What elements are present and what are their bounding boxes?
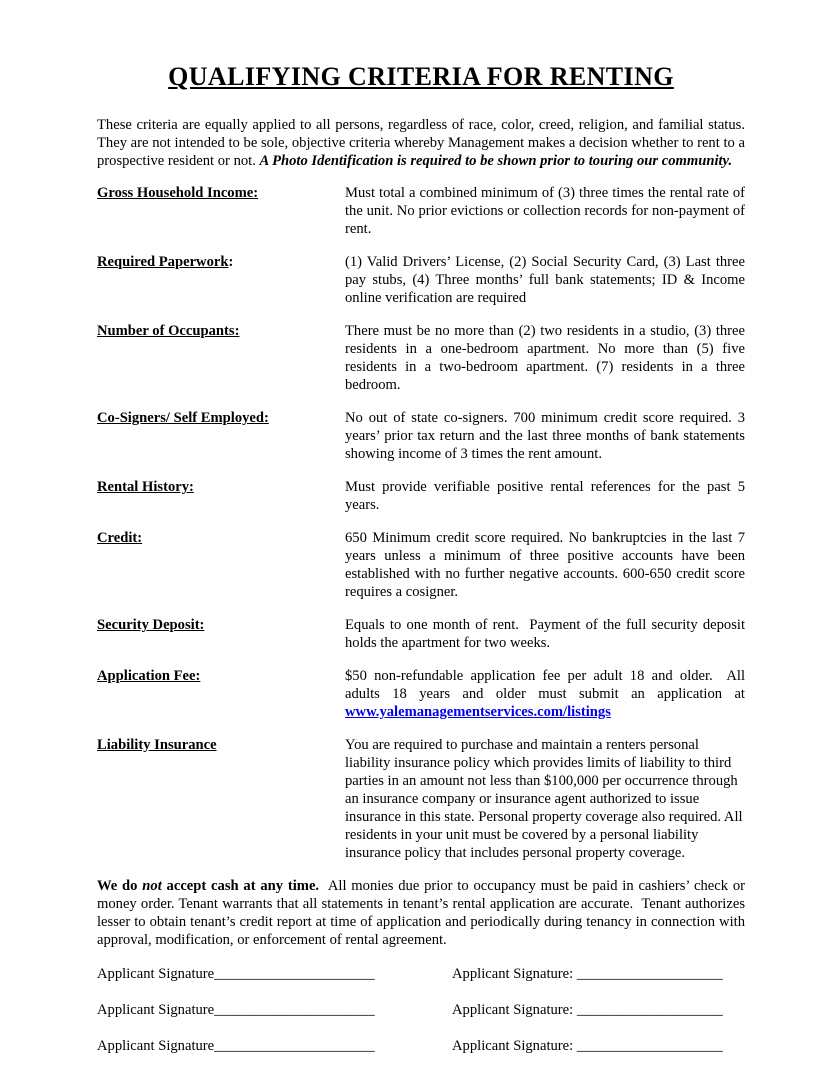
criteria-label: Liability Insurance (97, 737, 217, 753)
criteria-body: (1) Valid Drivers’ License, (2) Social Security Card, (3) Last three pay stubs, (4) Three months’ full bank statements; ID & Income online verification are required (345, 254, 745, 306)
signature-line: ______________________ (214, 1002, 375, 1018)
criteria-label: Number of Occupants: (97, 323, 240, 339)
criteria-body: You are required to purchase and maintain a renters personal liability insurance policy which provides limits of liability to third parties in an amount not less than $100,000 per occurrence through an insurance company or insurance agent authorized to issue insurance in this state. Personal property coverage also required. All residents in your unit must be covered by a personal liability insurance policy that includes personal property coverage. (345, 737, 743, 861)
no-cash-bold-tail: accept cash at any time. (161, 878, 320, 894)
signature-line: ____________________ (576, 1002, 723, 1018)
signature-row (97, 965, 745, 983)
signature-line: ______________________ (214, 966, 375, 982)
criteria-label: Security Deposit: (97, 617, 205, 633)
signature-block (97, 965, 745, 1055)
criteria-label: Gross Household Income: (97, 185, 259, 201)
section-gross-household-income (97, 184, 745, 238)
applicant-signature-right: Applicant Signature: ____________________ (452, 1002, 723, 1018)
no-cash-rest: All monies due prior to occupancy must be paid in cashiers’ check or money order. Tenant warrants that all statements in tenant’s rental application are accurate. Tenant authorizes lesser to obtain tenant’s credit report at time of application and periodically during tenancy in connection with approval, modification, or enforcement of rental agreement. (97, 878, 745, 948)
listings-link[interactable]: www.yalemanagementservices.com/listings (345, 704, 611, 720)
criteria-label: Required Paperwork: (97, 254, 234, 270)
section-security-deposit (97, 616, 745, 652)
section-required-paperwork (97, 253, 745, 307)
criteria-body: No out of state co-signers. 700 minimum credit score required. 3 years’ prior tax return and the last three months of bank statements showing income of 3 times the rent amount. (345, 410, 745, 462)
criteria-body: Must total a combined minimum of (3) three times the rental rate of the unit. No prior evictions or collection records for non-payment of rent. (345, 185, 745, 237)
criteria-label: Rental History: (97, 479, 194, 495)
signature-row (97, 1037, 745, 1055)
signature-row (97, 1001, 745, 1019)
application-fee-text: $50 non-refundable application fee per adult 18 and older. All adults 18 years and older must submit an application at (345, 668, 745, 702)
signature-line: ______________________ (214, 1038, 375, 1054)
applicant-signature-left: Applicant Signature______________________ (97, 966, 375, 982)
criteria-body: Must provide verifiable positive rental references for the past 5 years. (345, 479, 745, 513)
applicant-signature-left: Applicant Signature______________________ (97, 1002, 375, 1018)
criteria-label: Credit: (97, 530, 143, 546)
criteria-body: Equals to one month of rent. Payment of the full security deposit holds the apartment for two weeks. (345, 617, 745, 651)
applicant-signature-right: Applicant Signature: ____________________ (452, 1038, 723, 1054)
signature-line: ____________________ (576, 1038, 723, 1054)
section-rental-history (97, 478, 745, 514)
criteria-body (345, 667, 745, 721)
section-number-of-occupants (97, 322, 745, 394)
intro-photo-id-notice: A Photo Identification is required to be shown prior to touring our community. (259, 153, 733, 169)
no-cash-bold-italic: not (142, 878, 162, 894)
intro-text: These criteria are equally applied to all persons, regardless of race, color, creed, religion, and familial status. They are not intended to be sole, objective criteria whereby Management makes a decision whether to rent to a prospective resident or not. (97, 117, 745, 169)
criteria-body: 650 Minimum credit score required. No bankruptcies in the last 7 years unless a minimum of three positive accounts have been established with no further negative accounts. 600-650 credit score requires a cosigner. (345, 530, 745, 600)
section-credit (97, 529, 745, 601)
applicant-signature-right: Applicant Signature: ____________________ (452, 966, 723, 982)
applicant-signature-left: Applicant Signature______________________ (97, 1038, 375, 1054)
intro-paragraph (97, 116, 745, 170)
signature-line: ____________________ (576, 966, 723, 982)
no-cash-policy-paragraph (97, 877, 745, 949)
no-cash-bold-lead: We do (97, 878, 143, 894)
section-co-signers-self-employed (97, 409, 745, 463)
section-liability-insurance (97, 736, 745, 862)
page-title: QUALIFYING CRITERIA FOR RENTING (168, 62, 674, 91)
criteria-label: Application Fee: (97, 668, 201, 684)
criteria-label: Co-Signers/ Self Employed: (97, 410, 269, 426)
section-application-fee (97, 667, 745, 721)
criteria-body: There must be no more than (2) two residents in a studio, (3) three residents in a one-bedroom apartment. No more than (5) five residents in a two-bedroom apartment. (7) residents in a three bedroom. (345, 323, 745, 393)
